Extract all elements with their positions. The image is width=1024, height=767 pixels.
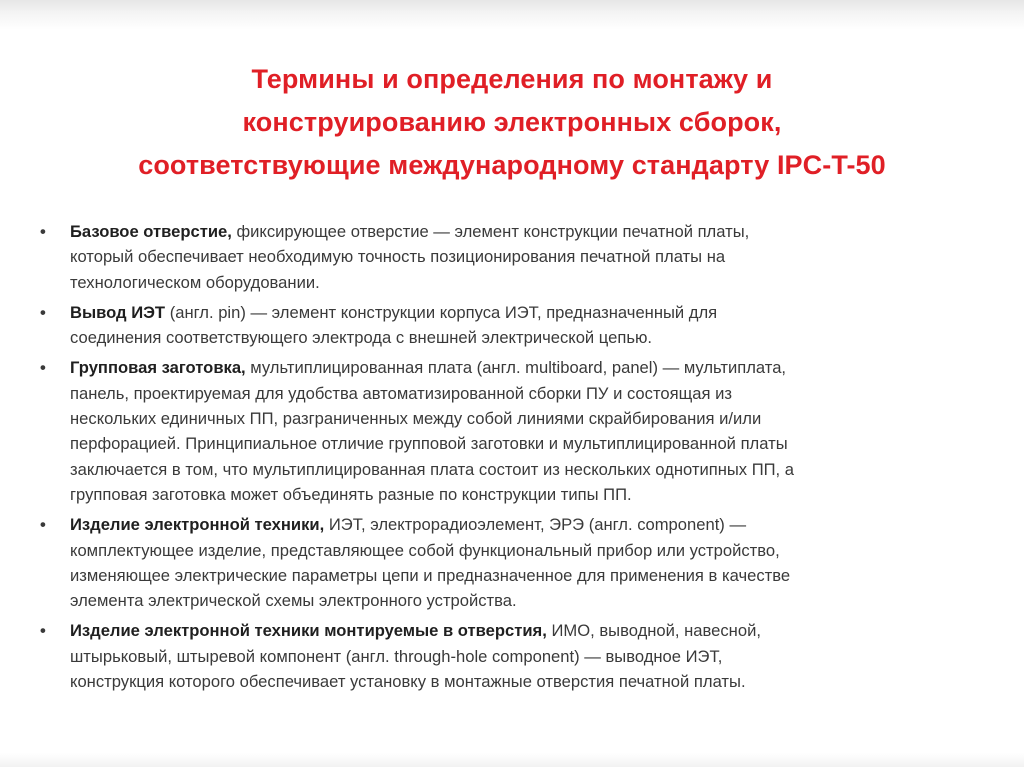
title-line: соответствующие международному стандарту IPC-T-50 bbox=[138, 150, 886, 180]
definition-line: групповая заготовка может объединять разные по конструкции типы ПП. bbox=[70, 484, 632, 504]
definition-item-pin bbox=[40, 300, 1000, 351]
definition-line: элемента электрической схемы электронного устройства. bbox=[70, 591, 517, 611]
definition-line: комплектующее изделие, представляющее собой функциональный прибор или устройство, bbox=[70, 540, 780, 560]
bullet-icon: • bbox=[40, 621, 46, 641]
definition-first-line bbox=[70, 219, 1000, 244]
definition-line: штырьковый, штыревой компонент (англ. through-hole component) — выводное ИЭТ, bbox=[70, 646, 723, 666]
definition-line: соединения соответствующего электрода с внешней электрической цепью. bbox=[70, 328, 653, 348]
definition-line: перфорацией. Принципиальное отличие групповой заготовки и мультиплицированной платы bbox=[70, 434, 788, 454]
definition-first-line bbox=[70, 618, 1000, 643]
bottom-shadow bbox=[0, 753, 1024, 767]
definition-first-line bbox=[70, 355, 1000, 380]
definition-term: Вывод ИЭТ bbox=[70, 302, 166, 322]
definition-term: Изделие электронной техники, bbox=[70, 515, 325, 535]
definition-line: панель, проектируемая для удобства автоматизированной сборки ПУ и состоящая из bbox=[70, 383, 732, 403]
definition-line: изменяющее электрические параметры цепи и предназначенное для применения в качестве bbox=[70, 565, 791, 585]
definition-line: нескольких единичных ПП, разграниченных между собой линиями скрайбирования и/или bbox=[70, 409, 762, 429]
definition-line: конструкция которого обеспечивает установку в монтажные отверстия печатной платы. bbox=[70, 672, 746, 692]
definition-first-line bbox=[70, 512, 1000, 537]
definition-item-panel bbox=[40, 355, 1000, 507]
definition-term: Групповая заготовка, bbox=[70, 358, 246, 378]
definition-text: мультиплицированная плата (англ. multiboard, panel) — мультиплата, bbox=[245, 358, 787, 378]
title-line: Термины и определения по монтажу и bbox=[251, 64, 773, 94]
definition-text: ИМО, выводной, навесной, bbox=[546, 621, 761, 641]
top-shadow bbox=[0, 0, 1024, 30]
bullet-icon: • bbox=[40, 358, 46, 378]
definition-item-through-hole bbox=[40, 618, 1000, 694]
definition-line: технологическом оборудовании. bbox=[70, 272, 320, 292]
definition-term: Изделие электронной техники монтируемые в отверстия, bbox=[70, 621, 547, 641]
bullet-icon: • bbox=[40, 515, 46, 535]
definition-line: заключается в том, что мультиплицированная плата состоит из нескольких однотипных ПП, а bbox=[70, 459, 794, 479]
definition-text: (англ. pin) — элемент конструкции корпуса ИЭТ, предназначенный для bbox=[165, 302, 718, 322]
definition-term: Базовое отверстие, bbox=[70, 222, 232, 241]
bullet-icon: • bbox=[40, 302, 46, 322]
definitions-list bbox=[40, 219, 1000, 699]
bullet-icon: • bbox=[40, 222, 46, 241]
title-line: конструированию электронных сборок, bbox=[242, 107, 782, 137]
definition-text: фиксирующее отверстие — элемент конструкции печатной платы, bbox=[231, 222, 750, 241]
definition-item-component bbox=[40, 512, 1000, 613]
definition-item-base-hole bbox=[40, 219, 1000, 295]
definition-first-line bbox=[70, 300, 1000, 325]
slide-title bbox=[20, 58, 1004, 187]
definition-line: который обеспечивает необходимую точность позиционирования печатной платы на bbox=[70, 247, 726, 267]
definition-text: ИЭТ, электрорадиоэлемент, ЭРЭ (англ. component) — bbox=[324, 515, 747, 535]
